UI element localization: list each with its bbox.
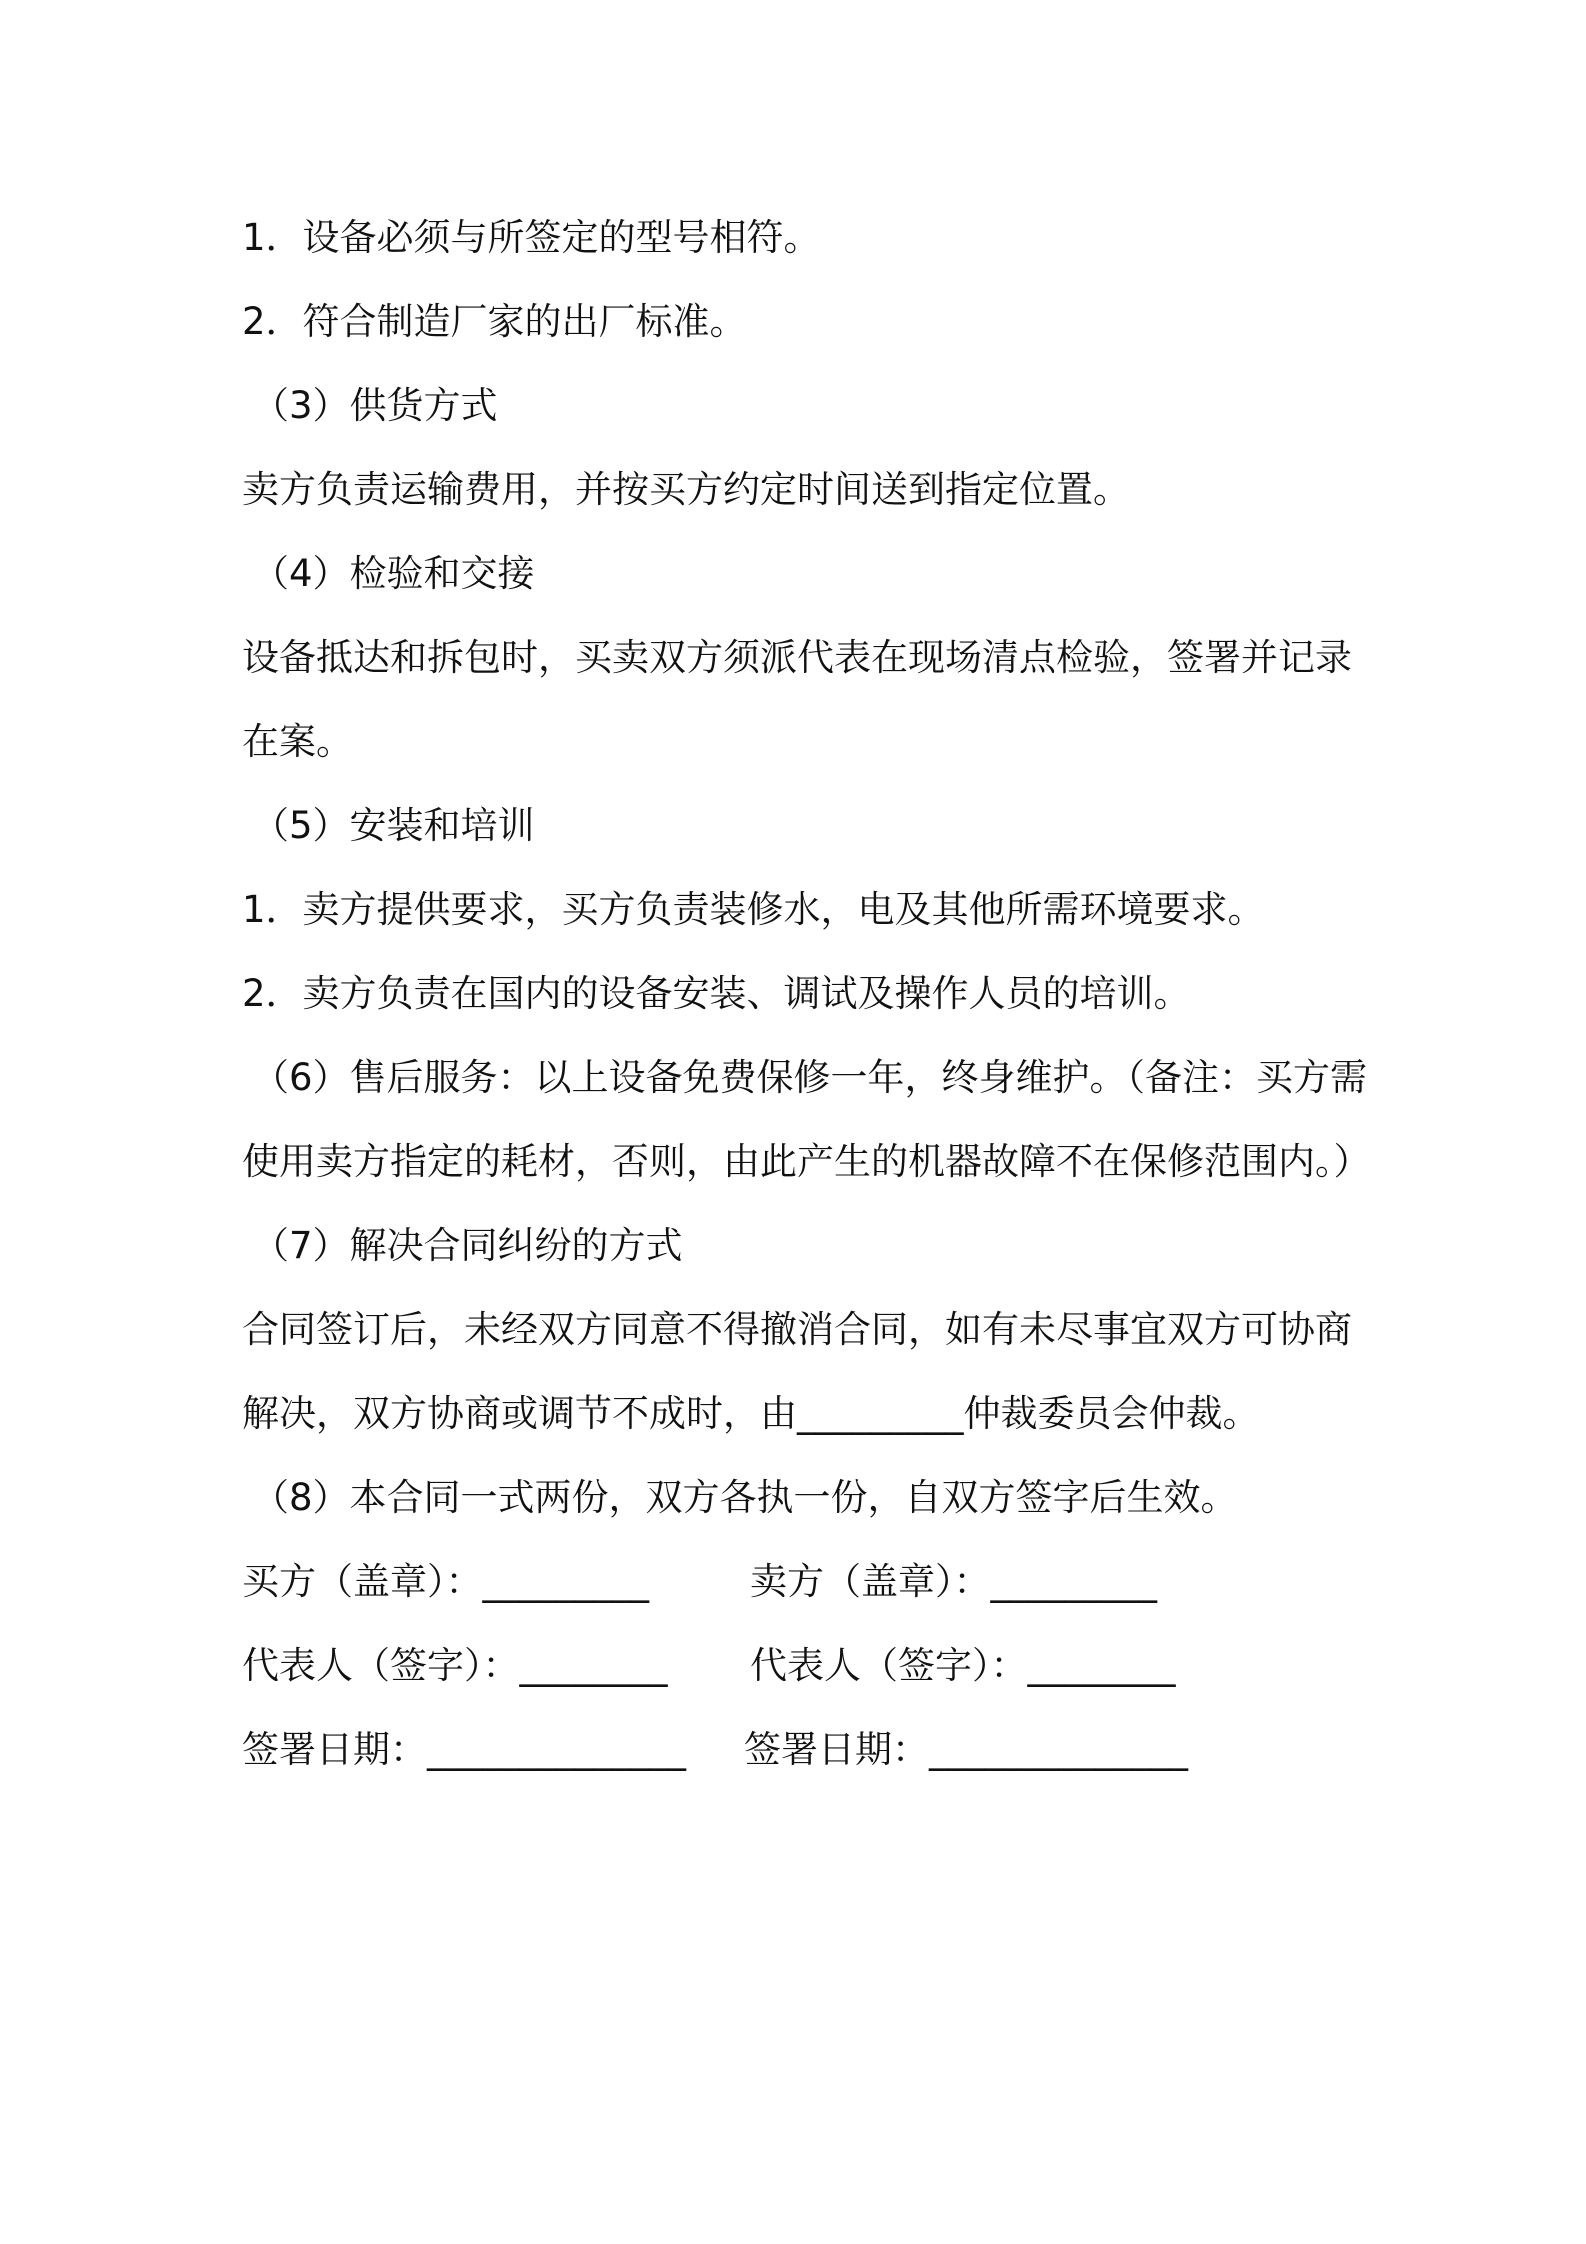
clause-line: 卖方负责运输费用，并按买方约定时间送到指定位置。 [242, 468, 1130, 511]
clause-line: 2．符合制造厂家的出厂标准。 [242, 300, 747, 343]
buyer-representative-field: 代表人（签字）：________ [242, 1644, 668, 1687]
clause-line: 合同签订后，未经双方同意不得撤消合同，如有未尽事宜双方可协商 [242, 1308, 1352, 1351]
clause-line: 解决，双方协商或调节不成时，由_________仲裁委员会仲裁。 [242, 1392, 1260, 1435]
signature-row-representative [242, 1624, 1362, 1708]
section-heading: （8）本合同一式两份，双方各执一份，自双方签字后生效。 [252, 1476, 1238, 1519]
section-heading: （6）售后服务：以上设备免费保修一年，终身维护。（备注：买方需 [252, 1056, 1368, 1099]
clause-line: 设备抵达和拆包时，买卖双方须派代表在现场清点检验，签署并记录 [242, 636, 1352, 679]
section-heading: （5）安装和培训 [252, 804, 535, 847]
signature-row-date [242, 1708, 1362, 1792]
clause-line: 在案。 [242, 720, 353, 763]
clause-line: 使用卖方指定的耗材，否则，由此产生的机器故障不在保修范围内。） [242, 1140, 1371, 1183]
section-heading: （3）供货方式 [252, 384, 498, 427]
signature-row-seal [242, 1540, 1362, 1624]
seller-representative-field: 代表人（签字）：________ [750, 1644, 1176, 1687]
clause-line: 2．卖方负责在国内的设备安装、调试及操作人员的培训。 [242, 972, 1191, 1015]
clause-line: 1．卖方提供要求，买方负责装修水，电及其他所需环境要求。 [242, 888, 1265, 931]
buyer-seal-field: 买方（盖章）：_________ [242, 1560, 649, 1603]
seller-seal-field: 卖方（盖章）：_________ [750, 1560, 1157, 1603]
clause-line: 1．设备必须与所签定的型号相符。 [242, 216, 821, 259]
section-heading: （4）检验和交接 [252, 552, 535, 595]
section-heading: （7）解决合同纠纷的方式 [252, 1224, 683, 1267]
buyer-date-field: 签署日期：______________ [242, 1728, 686, 1771]
seller-date-field: 签署日期：______________ [744, 1728, 1188, 1771]
contract-body [242, 196, 1371, 1792]
